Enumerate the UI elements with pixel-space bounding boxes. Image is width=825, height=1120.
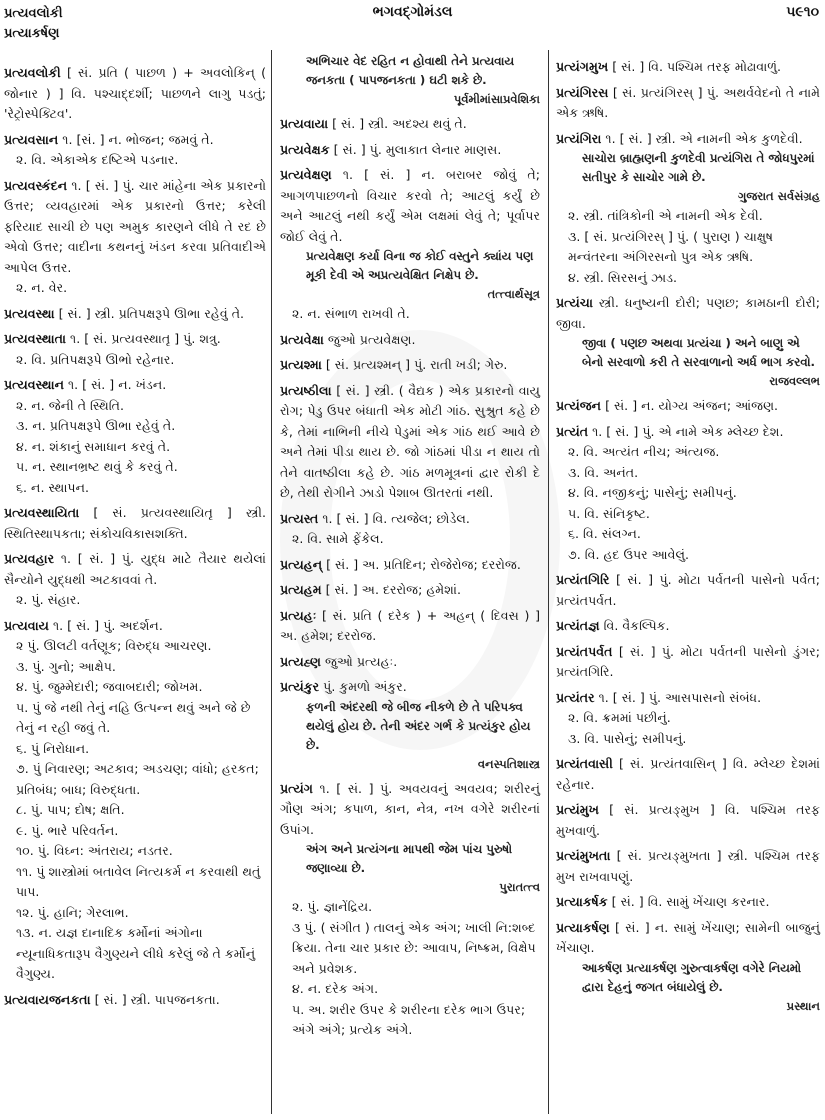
dictionary-entry	[556, 846, 820, 887]
usage-quote	[280, 52, 540, 109]
entry-sense: ૩. વિ. અનંત.	[568, 464, 639, 480]
dictionary-entry	[280, 652, 540, 673]
dictionary-entry	[556, 800, 820, 841]
entry-definition: [ સં. પ્રત્યઙ્મુખતા ] સ્ત્રી. પશ્ચિમ તરફ મુખ રાખવાપણું.	[556, 848, 820, 884]
entry-definition: [ સં. પ્રત્યંગિરસ્ ] પું. અથર્વવેદનો તે નામે એક ઋષિ.	[556, 84, 820, 120]
dictionary-entry	[556, 892, 820, 913]
entry-sense: ૪. સ્ત્રી. સિરસનું ઝાડ.	[568, 269, 677, 285]
entry-sense: ૩. વિ. પાસેનું; સમીપનું.	[568, 730, 687, 746]
entry-headword: પ્રત્યંત	[556, 423, 589, 439]
entry-headword: પ્રત્યંતર	[556, 689, 595, 705]
entry-definition: ૧. [ સં. ] વિ. ત્યજેલ; છોડેલ.	[318, 510, 470, 526]
dictionary-entry	[4, 304, 266, 325]
dictionary-entry	[280, 555, 540, 576]
entry-definition: [ સં. ] પું. મોટા પર્વતની પાસેનો પર્વત; પ્રત્યંતપર્વત.	[556, 572, 820, 608]
usage-quote	[280, 698, 540, 774]
entry-definition: [ સં. ] ન. સામું ખેંચાણ; સામેની બાજુનું ખેંચાણ.	[556, 919, 820, 955]
dictionary-entry	[556, 396, 820, 417]
entry-sense: ૨. ન. જેની તે સ્થિતિ.	[16, 397, 124, 413]
entry-definition: [ સં. પ્રતિ ( પાછળ ) + અવલોકિન્ ( જોનાર ) ] વિ. પશ્ચાદ્દર્શી; પાછળને લાગુ પડતું; 'રેટ્રોસ્પેક્ટિવ'.	[4, 65, 266, 121]
entry-sense: ૩ પું. ( સંગીત ) તાલનું એક અંગ; ખાલી નિ:શબ્દ ક્રિયા. તેના ચાર પ્રકાર છે: આવાપ, નિષ્ક્રમ, વિક્ષેપ અને પ્રવેશક.	[292, 919, 536, 976]
quote-source: વનસ્પતિશાસ્ત્ર	[477, 756, 540, 771]
entry-sense: ૧૨. પું. હાનિ; ગેરલાભ.	[16, 904, 129, 920]
dictionary-entry	[280, 580, 540, 601]
quote-text: જીવા ( પણછ અથવા પ્રત્યંચા ) અને બાણુ એ બેનો સરવાળો કરી તે સરવાળાનો અર્ધ ભાગ કરવો.	[582, 336, 816, 369]
entry-definition: ૧. [ સં. પ્રત્યવસ્થાતૃ ] પું. શત્રુ.	[66, 331, 221, 346]
quote-source: તત્ત્વાર્થસૂત્ર	[487, 287, 540, 301]
dictionary-entry	[4, 63, 266, 125]
dictionary-entry	[556, 642, 820, 683]
entry-headword: પ્રત્યહઃ	[280, 607, 317, 623]
column-divider	[548, 50, 549, 1114]
dictionary-entry	[556, 422, 820, 443]
entry-definition: [ સં. ] સ્ત્રી. અદશ્ય થવું તે.	[328, 116, 467, 131]
entry-definition: [ સં. ] અ. પ્રતિદિન; રોજેરોજ; દરરોજ.	[322, 556, 521, 572]
dictionary-column-3	[556, 52, 820, 1016]
entry-headword: પ્રત્યવાય	[4, 617, 49, 633]
entry-sense: ૧૧. પું શાસ્ત્રોમાં બતાવેલ નિત્યકર્મ ન કરવાથી થતું પાપ.	[16, 863, 261, 899]
entry-definition: [ સં. ] વિ. સામું ખેંચાણ કરનાર.	[607, 894, 770, 909]
entry-definition: જુઓ પ્રત્યવેક્ષણ.	[323, 331, 416, 347]
entry-sense: ૫. વિ. સંનિકૃષ્ટ.	[568, 505, 650, 521]
entry-headword: પ્રત્યહ્ણ	[280, 653, 321, 669]
quote-text: ફળની અંદરથી જે બીજ નીકળે છે તે પરિપક્વ થયેલું હોય છે. તેની અંદર ગર્ભ કે પ્રત્યંકુર હોય છે.	[306, 699, 531, 752]
entry-headword: પ્રત્યવલોકી	[4, 65, 61, 80]
dictionary-entry	[4, 176, 266, 279]
entry-headword: પ્રત્યવાયજનકતા	[4, 991, 91, 1007]
column-divider	[271, 50, 272, 1114]
quote-text: પ્રત્યવેક્ષણ કર્યા વિના જ કોઈ વસ્તુને ક્યાંય પણ મૂકી દેવી એ અપ્રત્યવેક્ષિત નિક્ષેપ છે.	[306, 249, 534, 282]
entry-sense: ૨. પું. જ્ઞાનેંદ્રિય.	[292, 899, 373, 914]
entry-definition: [ સં. ] અ. દરરોજ; હમેશાં.	[321, 582, 461, 597]
entry-headword: પ્રત્યંમુખ	[556, 802, 599, 817]
entry-sense: ૪. પું. જુમ્મેદારી; જવાબદારી; જોખમ.	[16, 679, 203, 694]
entry-headword: પ્રત્યંકુર	[280, 679, 320, 694]
entry-headword: પ્રત્યહમ	[280, 582, 322, 597]
entry-sense: ૫. અ. શરીર ઉપર કે શરીરના દરેક ભાગ ઉપર; અંગે અંગે; પ્રત્યેક અંગે.	[292, 1001, 526, 1037]
dictionary-entry	[4, 375, 266, 396]
entry-sense: ૭. પું નિવારણ; અટકાવ; અડચણ; વાંધો; હરકત; પ્રતિબંધ; બાધ; વિરુદ્ધતા.	[16, 761, 259, 797]
entry-definition: [ સં. ] સ્ત્રી. ( વૈદ્યક ) એક પ્રકારનો વાયુ રોગ; પેડુ ઉપર બંધાતી એક મોટી ગાંઠ. સુશ્રુત કહે છે કે, તેમાં નાભિની નીચે પેડુમાં એક ગાંઠ થઈ આવે છે અને તેમાં પીડા થાય છે. જો ગાંઠમાં પીડા ન થાય તો તેને વાતષ્ઠીલા કહે છે. ગાંઠ મળમૂત્રનાં દ્વાર રોકી દે છે, તેથી રોગીને ઝાડો પેશાબ ઊતરતાં નથી.	[280, 382, 540, 500]
dictionary-entry	[280, 140, 540, 161]
dictionary-entry	[556, 57, 820, 78]
entry-definition: [ સં. ] વિ. પશ્ચિમ તરફ મોઢાવાળું.	[608, 59, 782, 74]
entry-sense: ૨. વિ. ક્રમમાં પછીનું.	[568, 710, 671, 725]
entry-definition: ૧. [ સં. ] પું. યુદ્ધ માટે તૈયાર થયેલાં સૈન્યોને યુદ્ધથી અટકાવવાં તે.	[4, 551, 266, 587]
entry-headword: પ્રત્યવસાન	[4, 131, 59, 147]
entry-definition: ૧. [ સં. ] પું. આસપાસનો સંબંધ.	[594, 689, 762, 705]
usage-quote	[556, 149, 820, 206]
entry-sense: ૩. પું. ગુનો; આક્ષેપ.	[16, 658, 116, 674]
usage-quote	[280, 840, 540, 897]
entry-sense: ૩. ન. પ્રતિપક્ષરૂપે ઊભા રહેવું તે.	[16, 418, 176, 433]
quote-source: પુરાતત્ત્વ	[499, 880, 540, 894]
entry-headword: પ્રત્યંગિરા	[556, 130, 602, 146]
entry-headword: પ્રત્યહન્	[280, 556, 323, 572]
entry-headword: પ્રત્યાકર્ષણ	[556, 919, 610, 935]
entry-sense: ૨. વિ. અત્યંત નીચ; અંત્યજ.	[568, 444, 720, 459]
quote-source: રાજવલ્લભ	[769, 374, 820, 388]
quote-text: અંગ અને પ્રત્યંગના માપથી જેમ પાંચ પુરુષો જણાવ્યા છે.	[306, 842, 513, 875]
entry-definition: ૧. [ સં. ] પું. અવયવનું અવયવ; શરીરનું ગૌણ અંગ; કપાળ, કાન, નેત્ર, નખ વગેરે શરીરનાં ઉપાંગ.	[280, 780, 540, 837]
dictionary-entry	[556, 129, 820, 150]
quote-text: સાચોરા બ્રાહ્મણની કુળદેવી પ્રત્યંગિરા તે જોધપુરમાં સતીપુર કે સાચોર ગામે છે.	[582, 151, 815, 184]
entry-headword: પ્રત્યંગ	[280, 780, 313, 796]
page-number: ૫૯૧૦	[786, 4, 819, 20]
entry-definition: ૧. [ સં. ] પું. એ નામે એક મ્લેચ્છ દેશ.	[588, 423, 784, 439]
dictionary-entry	[280, 355, 540, 376]
dictionary-entry	[4, 990, 266, 1011]
entry-sense: ૬. પું નિરોધાન.	[16, 740, 90, 756]
entry-definition: ૧. [ સં. ] પું. ચાર માંહેના એક પ્રકારનો ઉત્તર; વ્યવહારમાં એક પ્રકારનો ઉત્તર; કરેલી ફરિયાદ સાચી છે પણ અમુક કારણને લીધે તે રદ છે એવો ઉત્તર; વાદીના કથનનું ખંડન કરવા પ્રતિવાદીએ આપેલ ઉત્તર.	[4, 177, 266, 275]
entry-definition: [ સં. ] સ્ત્રી. પાપજનકતા.	[90, 991, 220, 1007]
entry-definition: ૧. [ સં. ] પું. અદર્શન.	[49, 617, 163, 633]
entry-sense: ૬. ન. સ્થાપન.	[16, 479, 89, 495]
dictionary-entry	[4, 549, 266, 590]
entry-sense: ૪. વિ. નજીકનું; પાસેનું; સમીપનું.	[568, 485, 737, 500]
entry-headword: પ્રત્યવેક્ષણ	[280, 167, 332, 182]
entry-definition: [ સં. પ્રત્યઙ્મુખ ] વિ. પશ્ચિમ તરફ મુખવાળું.	[556, 802, 820, 838]
entry-headword: પ્રત્યવસ્થા	[4, 305, 55, 321]
entry-definition: [ સં. ] પું. મુલાકાત લેનાર માણસ.	[329, 141, 502, 157]
dictionary-entry	[556, 754, 820, 795]
entry-definition: [ સં. પ્રત્યંતવાસિન્ ] વિ. મ્લેચ્છ દેશમાં રહેનાર.	[556, 756, 820, 792]
entry-sense: ૯. પું. ભારે પરિવર્તન.	[16, 822, 119, 838]
book-title: ભગવદ્ગોમંડલ	[372, 4, 453, 20]
entry-headword: પ્રત્યવાયા	[280, 116, 329, 131]
dictionary-entry	[556, 293, 820, 334]
entry-headword: પ્રત્યવહાર	[4, 551, 55, 566]
entry-headword: પ્રત્યંતજ્ઞ	[556, 618, 600, 633]
entry-sense: ૫. પું જે નથી તેનું નહિ ઉત્પન્ન થવું અને જે છે તેનું ન રહી જવું તે.	[16, 699, 251, 735]
entry-definition: [ સં. ] સ્ત્રી. પ્રતિપક્ષરૂપે ઊભા રહેવું તે.	[54, 305, 245, 321]
dictionary-entry	[4, 503, 266, 544]
entry-headword: પ્રત્યાકર્ષક	[556, 894, 608, 909]
quote-source: પ્રસ્થાન	[786, 998, 820, 1013]
entry-definition: [ સં. પ્રત્યવસ્થાયિતૃ ] સ્ત્રી. સ્થિતિસ્થાપકતા; સંકોચવિકાસશક્તિ.	[4, 505, 266, 541]
entry-sense: ૩. [ સં. પ્રત્યંગિરસ્ ] પું. ( પુરાણ ) ચાક્ષુષ મન્વંતરના અંગિરસનો પુત્ર એક ઋષિ.	[568, 228, 774, 264]
entry-sense: ૨. પું. સંહાર.	[16, 592, 81, 607]
entry-definition: ૧. [ સં. ] સ્ત્રી. એ નામની એક કુળદેવી.	[601, 130, 803, 146]
entry-sense: ૨. ન. સંભાળ રાખવી તે.	[292, 306, 410, 321]
quote-text: અભિચાર વેદ રહિત ન હોવાથી તેને પ્રત્યવાય જનકતા ( પાપજનકતા ) ઘટી શકે છે.	[306, 54, 515, 87]
dictionary-entry	[280, 509, 540, 530]
entry-sense: ૫. ન. સ્થાનભ્રષ્ટ થવું કે કરવું તે.	[16, 459, 178, 474]
entry-sense: ૨. વિ. પ્રતિપક્ષરૂપે ઊભો રહેનાર.	[16, 351, 175, 367]
entry-definition: વિ. વૈકલ્પિક.	[599, 618, 670, 633]
entry-definition: પું. કુમળો અંકુર.	[319, 679, 407, 694]
entry-headword: પ્રત્યંગમુખ	[556, 59, 609, 74]
entry-sense: ૭. વિ. હદ ઉપર આવેલું.	[568, 546, 690, 562]
usage-quote	[280, 247, 540, 304]
entry-definition: [ સં. પ્રત્યશ્મન્ ] પું. રાતી ખડી; ગેરુ.	[321, 357, 508, 372]
entry-sense: ૨. સ્ત્રી. તાંત્રિકોની એ નામની એક દેવી.	[568, 208, 763, 223]
dictionary-entry	[280, 330, 540, 351]
entry-definition: ૧. [ સં. ] ન. બરાબર જોવું તે; આગળપાછળનો વિચાર કરવો તે; આટલું કર્યું છે અને આટલું નથી કર્યું એમ લક્ષમાં લેવું તે; પૂર્વાપર જોઈ લેવું તે.	[280, 167, 540, 244]
dictionary-entry	[280, 381, 540, 504]
entry-sense: ૧૩. ન. યજ્ઞ દાનાદિક કર્મોનાં અંગોના ન્યૂનાધિકતારૂપ વૈગુણ્યને લીધે કરેલું જે તે કર્મોનું વૈગુણ્ય.	[16, 925, 256, 981]
entry-sense: ૨. વિ. એકાએક દષ્ટિએ પડનાર.	[16, 152, 179, 167]
dictionary-entry	[4, 616, 266, 637]
dictionary-entry	[556, 918, 820, 959]
entry-headword: પ્રત્યશ્મા	[280, 357, 322, 372]
dictionary-column-2	[280, 52, 540, 1041]
entry-definition: [ સં. પ્રતિ ( દરેક ) + અહન્ ( દિવસ ) ] અ. હમેશ; દરરોજ.	[280, 607, 540, 643]
entry-headword: પ્રત્યંતવાસી	[556, 756, 613, 771]
dictionary-column-1	[4, 58, 266, 1010]
entry-headword: પ્રત્યવેક્ષા	[280, 331, 324, 347]
entry-definition: સ્ત્રી. ધનુષ્યની દોરી; પણછ; કામઠાની દોરી; જીવા.	[556, 295, 820, 331]
entry-headword: પ્રત્યંચા	[556, 295, 593, 310]
entry-headword: પ્રત્યવેક્ષક	[280, 141, 330, 157]
usage-quote	[556, 959, 820, 1016]
guide-word-last: પ્રત્યાકર્ષણ	[4, 26, 60, 41]
entry-sense: ૬. વિ. સંલગ્ન.	[568, 526, 641, 541]
entry-headword: પ્રત્યંમુખતા	[556, 848, 611, 863]
dictionary-entry	[556, 83, 820, 124]
entry-sense: ૨. ન. વેર.	[16, 280, 68, 295]
dictionary-entry	[4, 130, 266, 151]
usage-quote	[556, 334, 820, 391]
entry-headword: પ્રત્યસ્ત	[280, 510, 319, 526]
quote-text: આકર્ષણ પ્રત્યાકર્ષણ ગુરુત્વાકર્ષણ વગેરે નિયમો દ્વારા દેહનું જગત બંધાયેલું છે.	[582, 960, 802, 994]
dictionary-entry	[280, 779, 540, 841]
entry-headword: પ્રત્યવસ્કંદન	[4, 177, 68, 193]
entry-sense: ૮. પું. પાપ; દોષ; ક્ષતિ.	[16, 802, 125, 817]
dictionary-entry	[280, 606, 540, 647]
entry-sense: ૧૦. પું. વિઘ્ન: અંતરાય; નડતર.	[16, 843, 173, 858]
dictionary-entry	[280, 165, 540, 247]
dictionary-entry	[4, 329, 266, 350]
entry-headword: પ્રત્યવસ્થાન	[4, 377, 64, 392]
dictionary-entry	[280, 677, 540, 698]
entry-definition: [ સં. ] ન. યોગ્ય અંજન; આંજણ.	[601, 398, 779, 413]
entry-definition: ૧. [ સં. ] ન. ખંડન.	[63, 377, 167, 392]
entry-sense: ૪. ન. શંકાનું સમાધાન કરવું તે.	[16, 438, 171, 454]
entry-sense: ૨. વિ. સામે ફેંકેલ.	[292, 531, 384, 546]
entry-definition: [ સં. ] પું. મોટા પર્વતની પાસેનો ડુંગર; પ્રત્યંતગિરિ.	[556, 643, 820, 679]
entry-headword: પ્રત્યવસ્થાતા	[4, 331, 67, 346]
entry-headword: પ્રત્યંતપર્વત	[556, 643, 613, 659]
quote-source: ગુજરાત સર્વસંગ્રહ	[737, 189, 820, 203]
guide-word-first: પ્રત્યવલોકી	[4, 6, 63, 21]
quote-source: પૂર્વમીમાંસાપ્રવેશિકા	[453, 92, 540, 106]
dictionary-entry	[556, 570, 820, 611]
entry-headword: પ્રત્યંજન	[556, 398, 602, 413]
dictionary-entry	[556, 688, 820, 709]
dictionary-entry	[280, 114, 540, 135]
entry-sense: ૪. ન. દરેક અંગ.	[292, 981, 379, 996]
entry-headword: પ્રત્યંતગિરિ	[556, 572, 610, 587]
entry-definition: જુઓ પ્રત્યહઃ.	[320, 653, 398, 669]
dictionary-entry	[556, 616, 820, 637]
entry-headword: પ્રત્યંગિરસ	[556, 84, 609, 100]
entry-definition: ૧. [સં. ] ન. ભોજન; જમવું તે.	[58, 131, 214, 147]
entry-sense: ૨ પું. ઊલટી વર્તણૂક; વિરુદ્ધ આચરણ.	[16, 638, 212, 653]
entry-headword: પ્રત્યવસ્થાયિતા	[4, 505, 80, 520]
entry-headword: પ્રત્યષ્ઠીલા	[280, 382, 332, 398]
